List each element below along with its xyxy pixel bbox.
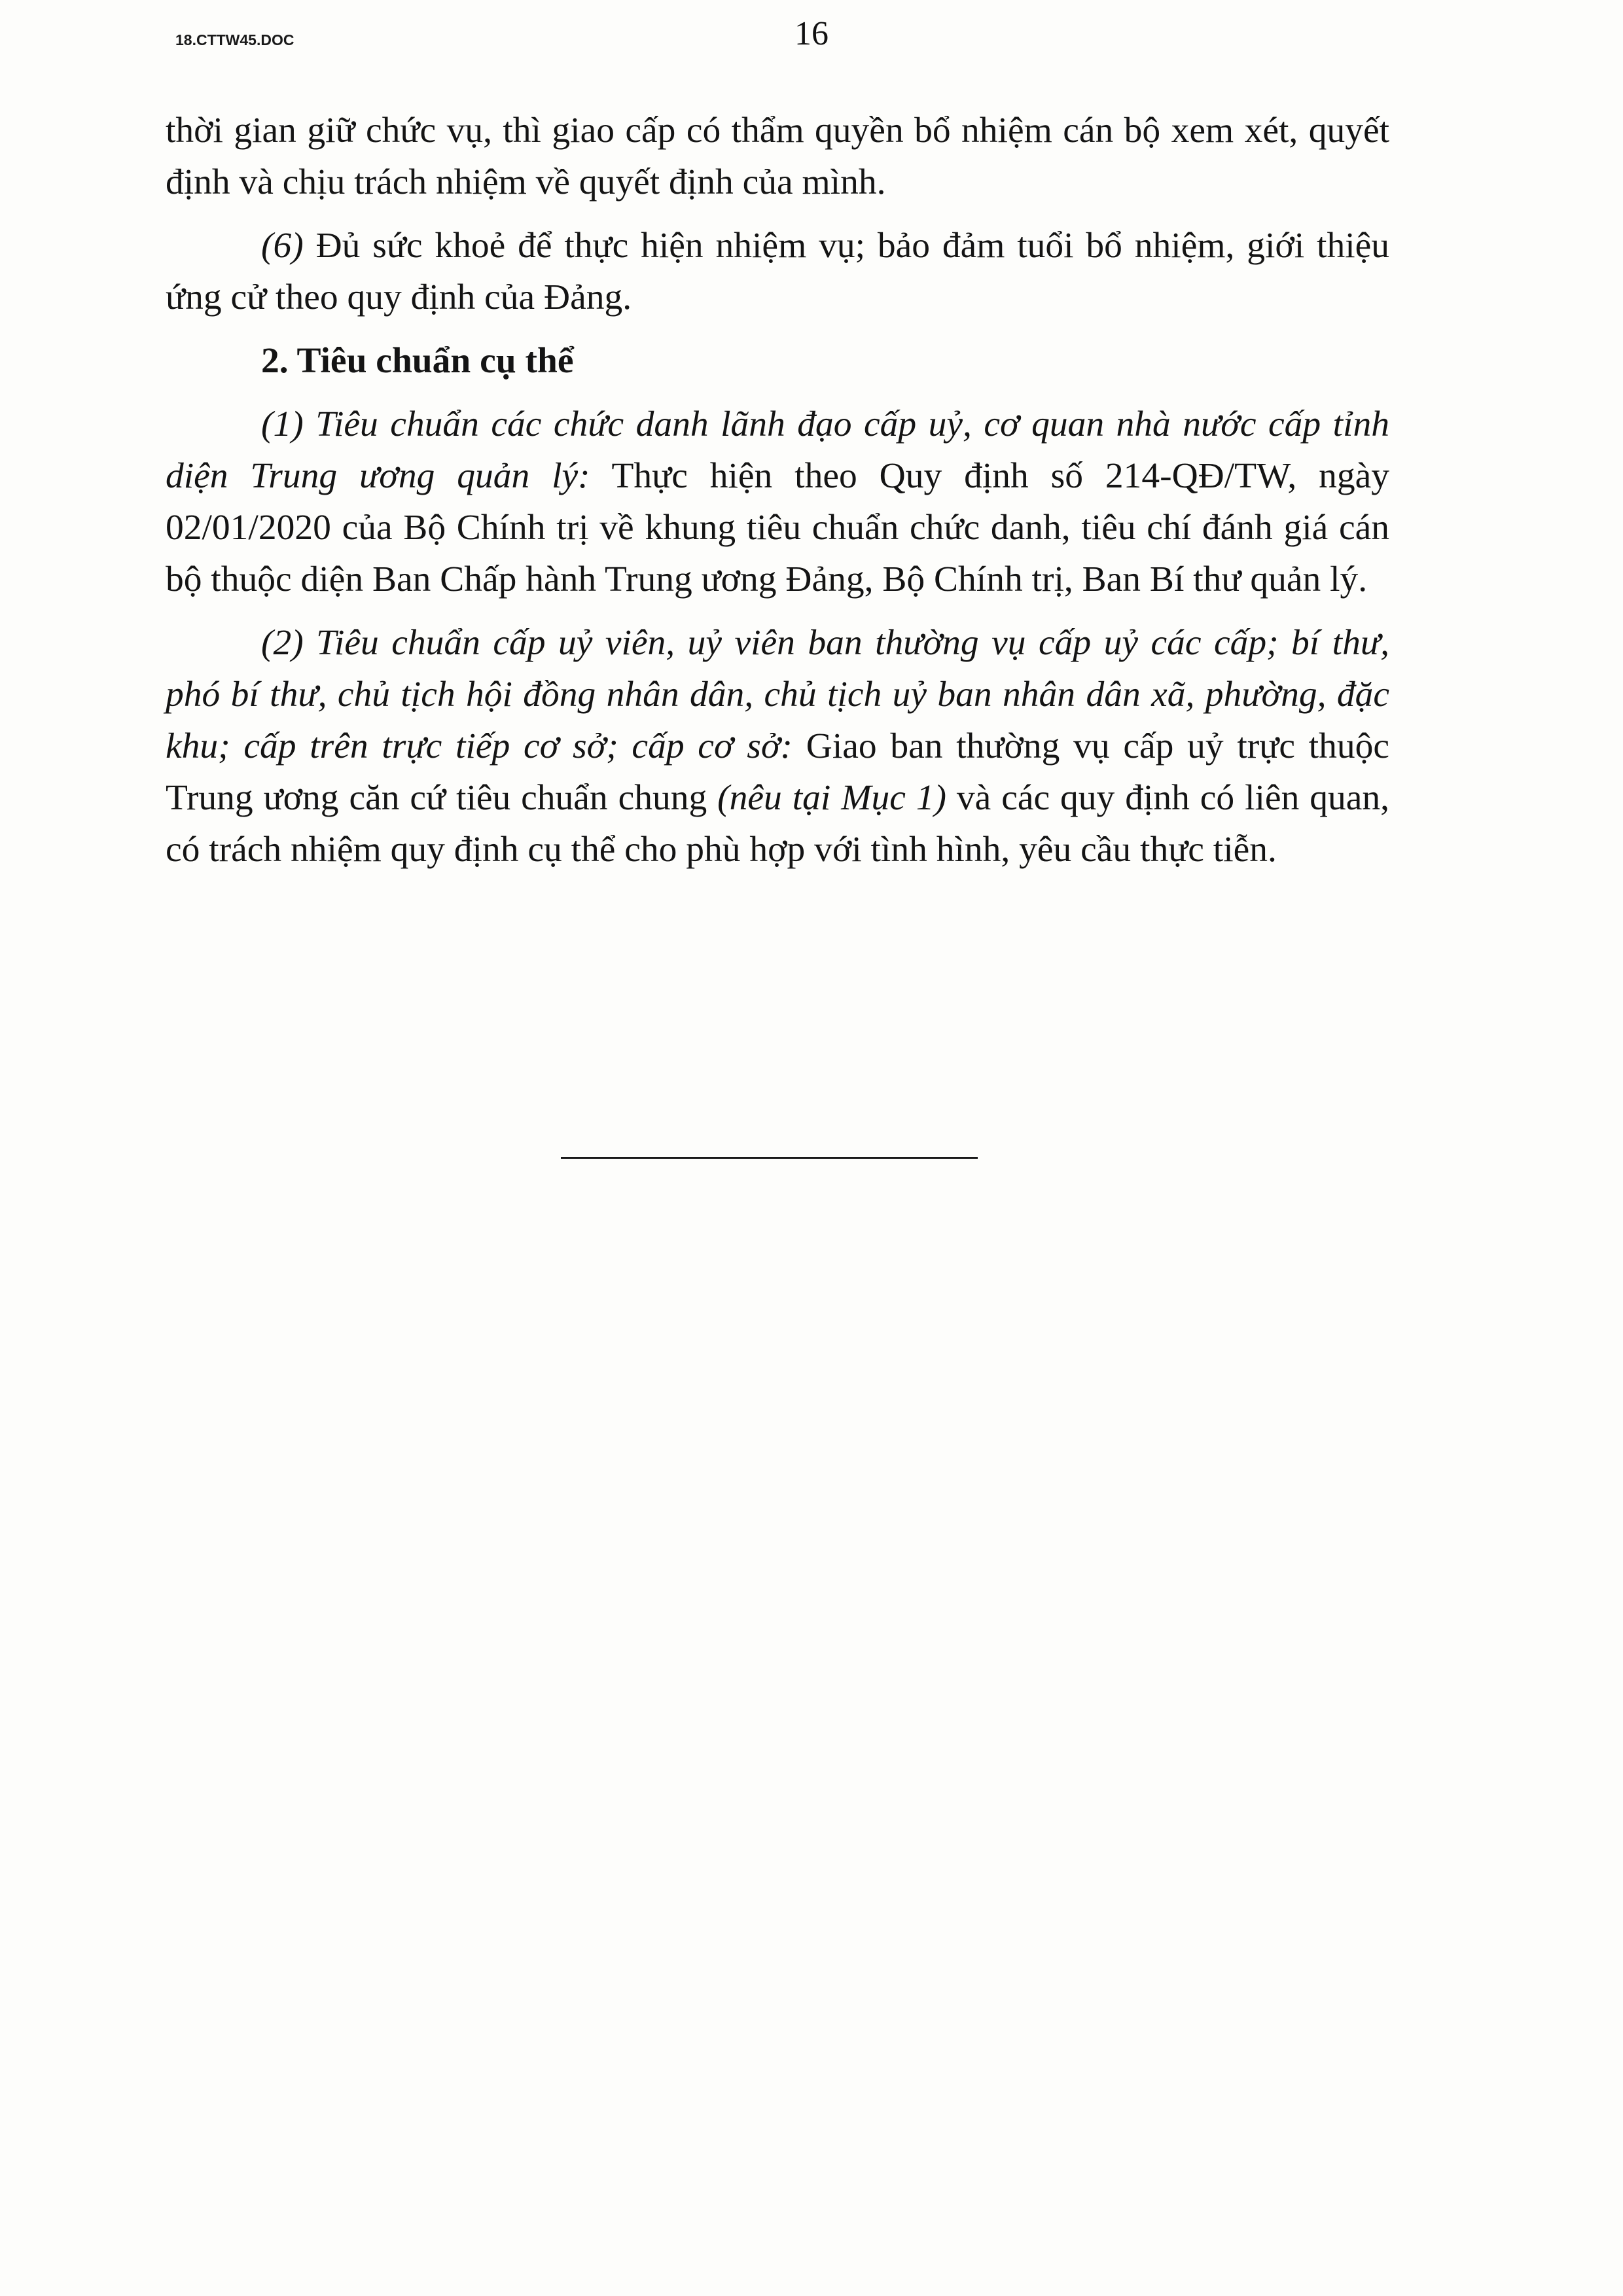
paragraph-item-2 [166,617,1389,875]
section-heading: 2. Tiêu chuẩn cụ thể [261,341,574,381]
item-lead: (1) Tiêu chuẩn các chức danh lãnh đạo cấp uỷ, cơ quan nhà nước cấp tỉnh diện Trung ương quản lý: [166,404,1389,496]
paragraph-item-1 [166,398,1389,605]
paragraph-text: Đủ sức khoẻ để thực hiện nhiệm vụ; bảo đảm tuổi bổ nhiệm, giới thiệu ứng cử theo quy định của Đảng. [166,226,1389,317]
page-number: 16 [794,15,829,52]
item-lead: (2) Tiêu chuẩn cấp uỷ viên, uỷ viên ban thường vụ cấp uỷ các cấp; bí thư, phó bí thư, chủ tịch hội đồng nhân dân, chủ tịch uỷ ban nhân dân xã, phường, đặc khu; cấp trên trực tiếp cơ sở; cấp cơ sở: [166,623,1389,766]
paragraph-item-6 [166,220,1389,323]
end-separator-line [561,1157,978,1159]
file-reference: 18.CTTW45.DOC [175,31,294,48]
paragraph-text: Giao ban thường vụ cấp uỷ trực thuộc Trung ương căn cứ tiêu chuẩn chung [166,726,1389,818]
section-reference: (nêu tại Mục 1) [717,778,946,818]
paragraph-continuation [166,105,1389,208]
paragraph-text-tail: và các quy định có liên quan, có trách nhiệm quy định cụ thể cho phù hợp với tình hình, yêu cầu thực tiễn. [166,778,1389,870]
item-number: (6) [261,226,304,266]
document-body [166,105,1389,887]
paragraph-text: Thực hiện theo Quy định số 214-QĐ/TW, ngày 02/01/2020 của Bộ Chính trị về khung tiêu chuẩn chức danh, tiêu chí đánh giá cán bộ thuộc diện Ban Chấp hành Trung ương Đảng, Bộ Chính trị, Ban Bí thư quản lý. [166,456,1389,599]
paragraph-text: thời gian giữ chức vụ, thì giao cấp có thẩm quyền bổ nhiệm cán bộ xem xét, quyết định và chịu trách nhiệm về quyết định của mình. [166,111,1389,202]
